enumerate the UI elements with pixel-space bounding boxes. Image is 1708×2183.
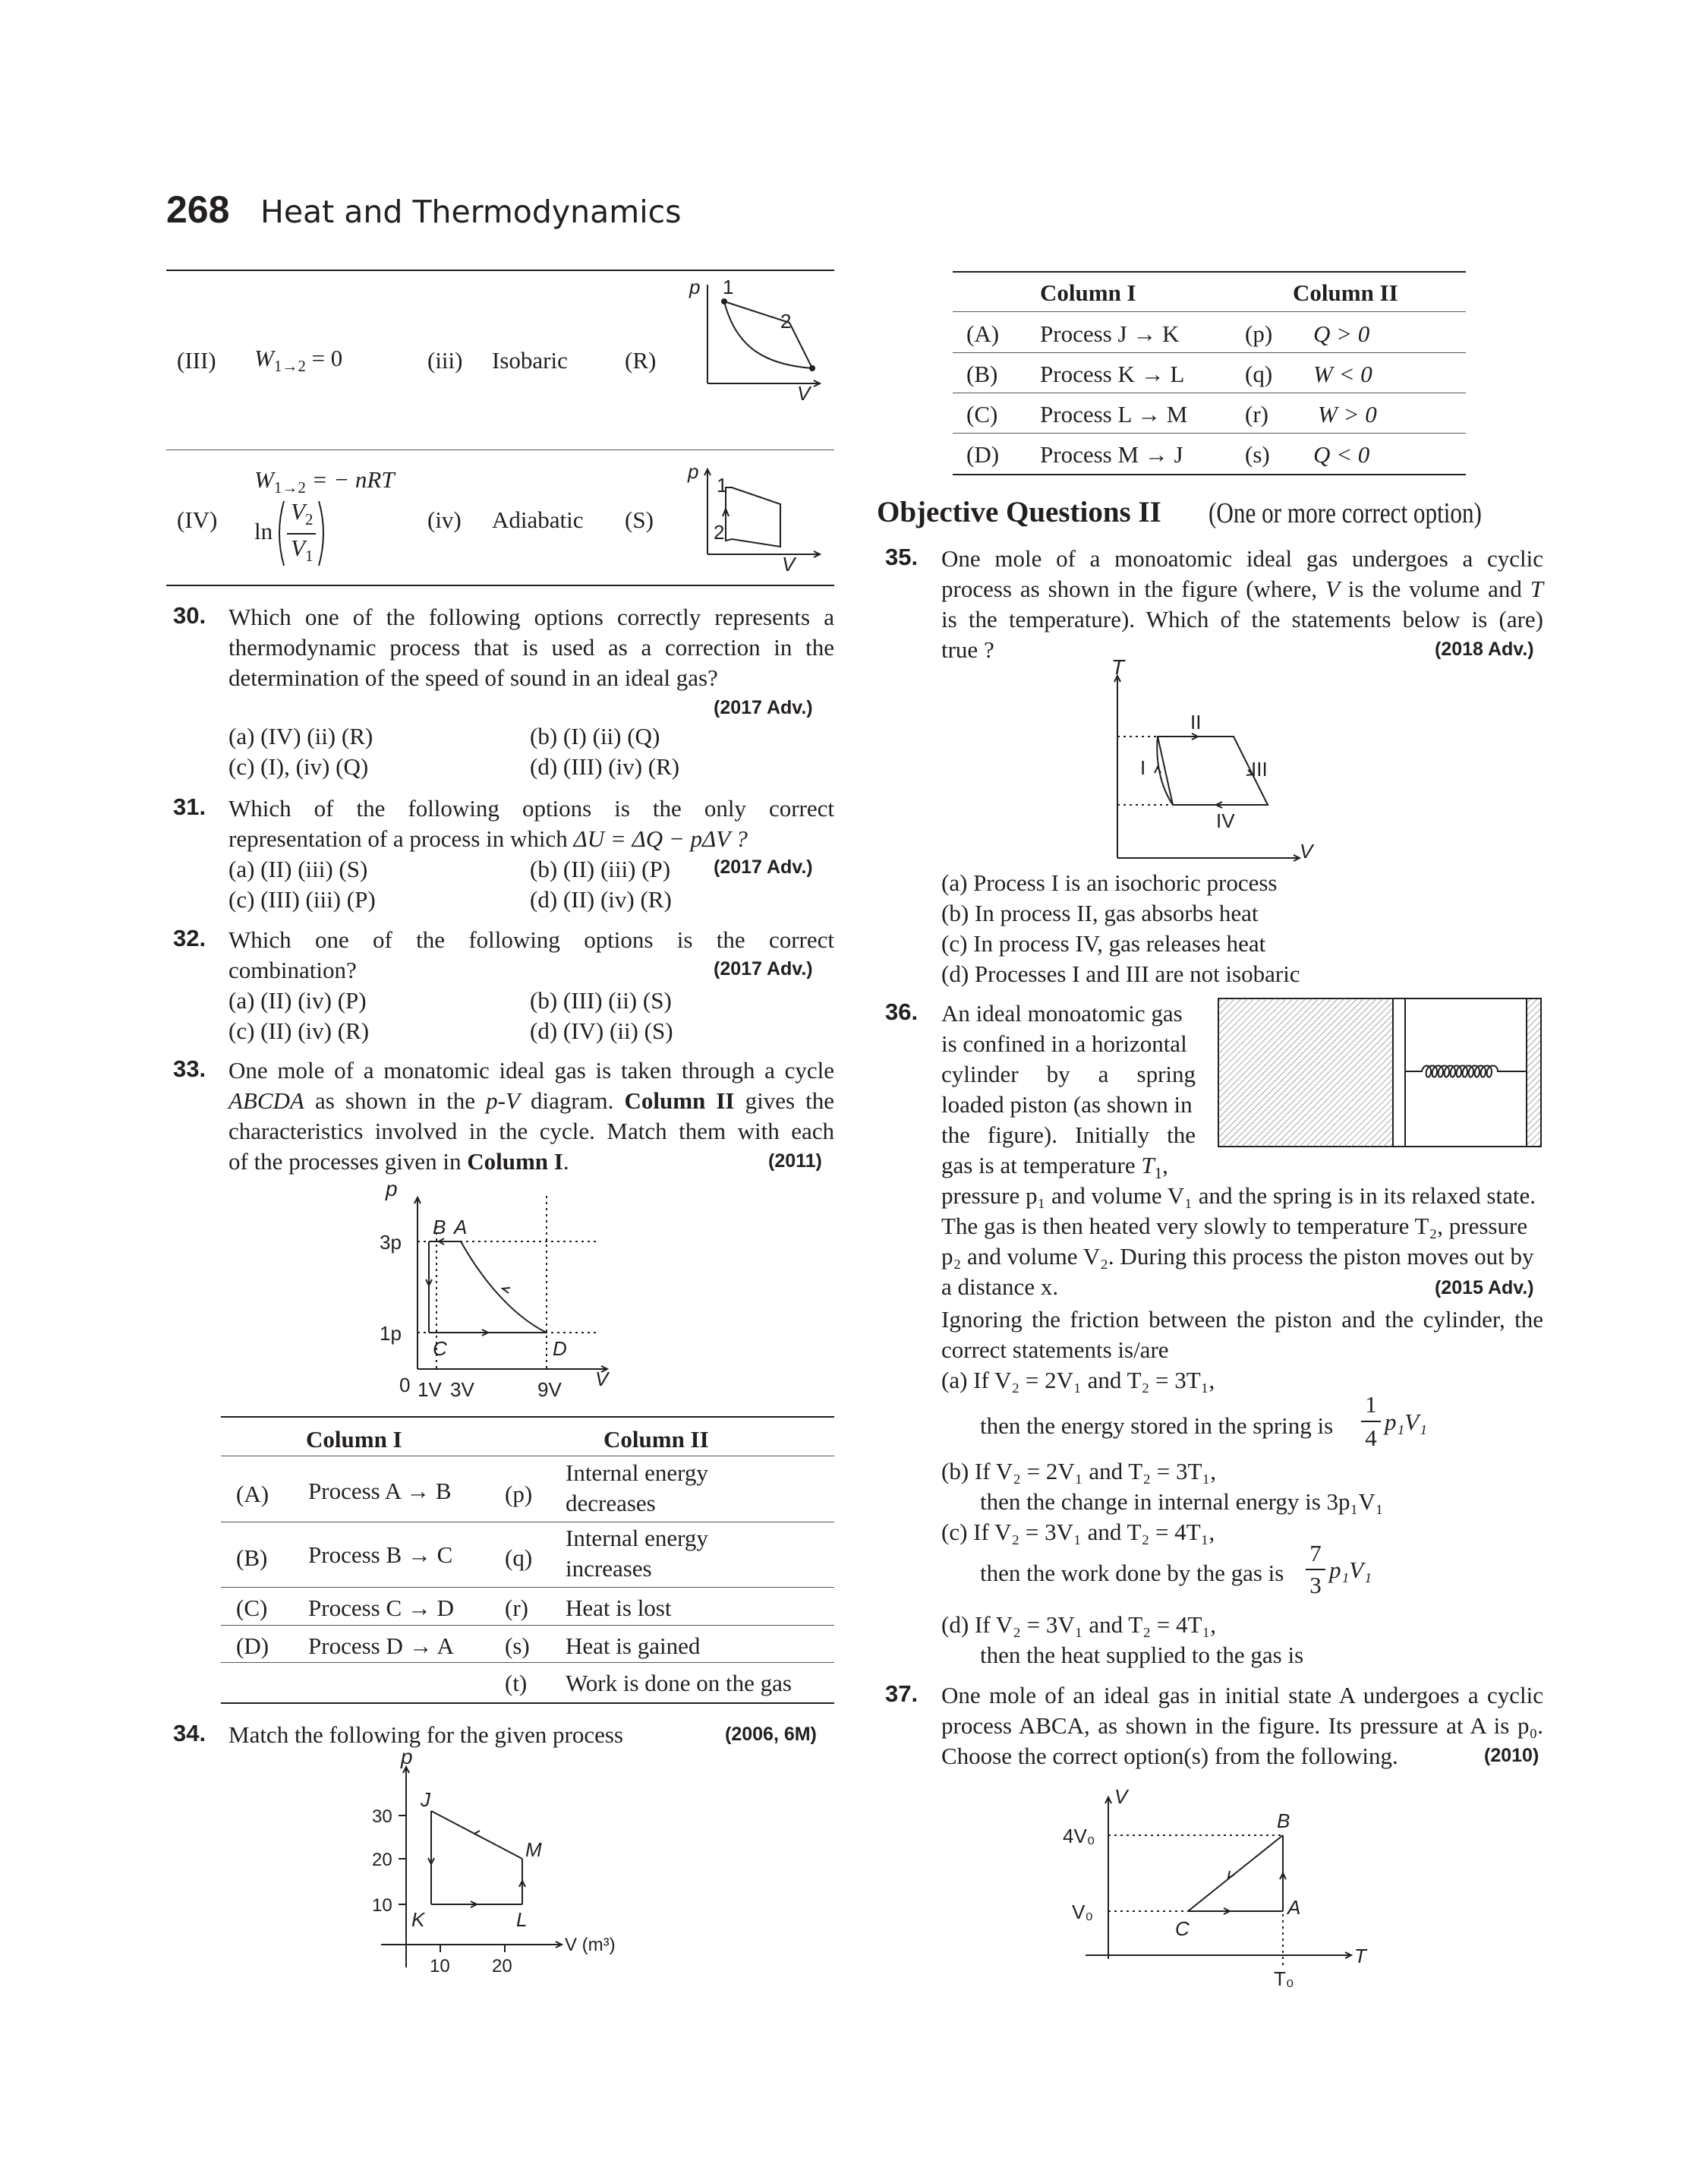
- q37-year: (2010): [1484, 1745, 1539, 1766]
- table-top-rule: [166, 270, 834, 271]
- q34-text: Match the following for the given process: [228, 1721, 623, 1748]
- q34-table-top-rule: [953, 271, 1466, 273]
- q35-line3: is the temperature). Which of the statements below is (are): [941, 606, 1543, 633]
- q30-option-a[interactable]: (a) (IV) (ii) (R): [228, 723, 373, 749]
- q36-number: 36.: [885, 998, 919, 1025]
- axis-label-v: V (m³): [565, 1935, 616, 1955]
- q33-row-c-symbol: (r): [505, 1595, 528, 1621]
- point-j: J: [421, 1788, 430, 1811]
- q32-year: (2017 Adv.): [714, 958, 813, 980]
- axis-label-p: p: [689, 276, 701, 298]
- q36-option-a-line2: then the energy stored in the spring is: [980, 1412, 1334, 1439]
- tick-30: 30: [372, 1806, 392, 1827]
- q34-table-bottom-rule: [953, 474, 1466, 475]
- q35-tv-diagram: [1101, 655, 1313, 873]
- q32-line1: Which one of the following options is the correct: [228, 926, 834, 953]
- table-bottom-rule: [166, 585, 834, 586]
- point-b: B: [1277, 1809, 1290, 1832]
- q33-year: (2011): [768, 1150, 822, 1172]
- row4-process: Adiabatic: [492, 506, 584, 533]
- q37-line1: One mole of an ideal gas in initial state A undergoes a cyclic: [941, 1682, 1543, 1708]
- piston: [1393, 998, 1405, 1147]
- fig-row4-pv: [683, 456, 835, 585]
- q37-line2: process ABCA, as shown in the figure. Its pressure at A is p₀.: [941, 1712, 1543, 1739]
- tick-20: 20: [372, 1850, 392, 1870]
- q31-option-a[interactable]: (a) (II) (iii) (S): [228, 856, 368, 882]
- q34-row-b-label: (B): [966, 361, 998, 387]
- q36-line1: An ideal monoatomic gas: [941, 1000, 1183, 1027]
- q36-line4: loaded piston (as shown in: [941, 1091, 1193, 1118]
- q36-line12: correct statements is/are: [941, 1336, 1169, 1363]
- q36-option-a-frac-num: 1: [1365, 1391, 1377, 1418]
- q36-year: (2015 Adv.): [1435, 1277, 1534, 1298]
- process-label-ii: II: [1190, 711, 1202, 733]
- q33-line1: One mole of a monatomic ideal gas is taken through a cycle: [228, 1057, 834, 1084]
- q35-option-a[interactable]: (a) Process I is an isochoric process: [941, 869, 1278, 896]
- q34-row-b-process: Process K → L: [1040, 361, 1185, 387]
- q30-line1: Which one of the following options correctly represents a: [228, 604, 834, 630]
- q33-table-top-rule: [221, 1416, 834, 1418]
- spring: [1405, 1066, 1527, 1077]
- q34-row-d-process: Process M → J: [1040, 441, 1183, 468]
- axis-label-v: V: [1114, 1785, 1128, 1808]
- axis-label-t: T: [1111, 655, 1125, 679]
- q34-row-a-process: Process J → K: [1040, 320, 1180, 347]
- tick-1v: 1V: [418, 1378, 442, 1401]
- row4-small: (iv): [427, 506, 462, 533]
- q33-row-c-process: Process C → D: [308, 1595, 455, 1621]
- q33-row-b-process: Process B → C: [308, 1541, 453, 1568]
- divider: [221, 1662, 834, 1663]
- q36-option-c-frac-num: 7: [1309, 1540, 1322, 1566]
- q34-row-a-symbol: (p): [1245, 320, 1273, 347]
- q36-cylinder-figure: [1217, 997, 1543, 1149]
- q30-option-c[interactable]: (c) (I), (iv) (Q): [228, 753, 369, 780]
- q34-row-d-label: (D): [966, 441, 1000, 468]
- q34-row-a-label: (A): [966, 320, 1000, 347]
- q34-col2-header: Column II: [1293, 279, 1398, 306]
- point-m: M: [525, 1838, 542, 1861]
- q36-option-c-frac-den: 3: [1309, 1572, 1322, 1598]
- state-dot-1: [721, 298, 727, 304]
- q36-line5: the figure). Initially the: [941, 1121, 1196, 1148]
- q36-option-c-tail: p₁V₁: [1329, 1557, 1372, 1583]
- axis-label-t: T: [1354, 1945, 1366, 1967]
- row3-letter: (R): [625, 347, 657, 374]
- row3-small: (iii): [427, 347, 463, 374]
- q30-line2: thermodynamic process that is used as a correction in the: [228, 634, 834, 661]
- point-a: A: [454, 1216, 468, 1238]
- q36-option-b-line1[interactable]: (b) If V₂ = 2V₁ and T₂ = 3T₁,: [941, 1458, 1217, 1484]
- axis-label-v: V: [1300, 840, 1313, 863]
- point-label-2: 2: [780, 310, 792, 333]
- q34-row-b-symbol: (q): [1245, 361, 1273, 387]
- q36-line3: cylinder by a spring: [941, 1061, 1196, 1087]
- q36-line11: Ignoring the friction between the piston and the cylinder, the: [941, 1306, 1543, 1333]
- q31-year: (2017 Adv.): [714, 856, 813, 878]
- q35-option-d[interactable]: (d) Processes I and III are not isobaric: [941, 961, 1300, 987]
- section-subtitle: (One or more correct option): [1209, 497, 1482, 529]
- q34-row-c-label: (C): [966, 401, 998, 427]
- q35-option-c[interactable]: (c) In process IV, gas releases heat: [941, 930, 1266, 957]
- q33-row-b-char1: Internal energy: [566, 1525, 708, 1551]
- q33-row-b-symbol: (q): [505, 1544, 533, 1571]
- q33-row-c-char: Heat is lost: [566, 1595, 672, 1621]
- point-c: C: [433, 1337, 447, 1360]
- q30-option-b[interactable]: (b) (I) (ii) (Q): [530, 723, 660, 749]
- q36-option-d-line1[interactable]: (d) If V₂ = 3V₁ and T₂ = 4T₁,: [941, 1611, 1217, 1638]
- q30-option-d[interactable]: (d) (III) (iv) (R): [530, 753, 680, 780]
- q36-line6: gas is at temperature $T_1$,: [941, 1152, 1168, 1182]
- axis-label-v: V: [782, 553, 796, 576]
- page-title: Heat and Thermodynamics: [260, 194, 682, 230]
- q32-option-a[interactable]: (a) (II) (iv) (P): [228, 987, 367, 1014]
- q33-row-b-char2: increases: [566, 1555, 652, 1582]
- q35-option-b[interactable]: (b) In process II, gas absorbs heat: [941, 900, 1259, 926]
- q32-number: 32.: [173, 925, 206, 951]
- q33-row-a-char2: decreases: [566, 1490, 656, 1516]
- point-l: L: [516, 1908, 528, 1931]
- tick-9v: 9V: [537, 1378, 562, 1401]
- tick-3v: 3V: [450, 1378, 474, 1401]
- divider: [221, 1587, 834, 1588]
- axis-label-v: V: [797, 382, 811, 405]
- q33-line2: ABCDA as shown in the p-V diagram. Column II gives the: [228, 1087, 835, 1114]
- row3-expr: $W_{1\to 2} = 0$: [254, 345, 343, 375]
- q33-row-d-process: Process D → A: [308, 1633, 455, 1659]
- section-title: Objective Questions II: [877, 496, 1161, 528]
- q30-line3: determination of the speed of sound in an ideal gas?: [228, 664, 718, 691]
- q34-row-c-process: Process L → M: [1040, 401, 1188, 427]
- q36-line7: pressure p₁ and volume V₁ and the spring is in its relaxed state.: [941, 1182, 1536, 1209]
- tick-10: 10: [372, 1895, 392, 1916]
- q33-row-c-label: (C): [236, 1595, 268, 1621]
- row4-letter: (S): [625, 506, 654, 533]
- wall: [1527, 998, 1541, 1147]
- q35-line2: process as shown in the figure (where, V is the volume and T: [941, 576, 1543, 602]
- q31-line2: representation of a process in which ΔU = ΔQ − pΔV ?: [228, 825, 748, 852]
- process-label-i: I: [1140, 756, 1146, 779]
- q33-pv-diagram: [364, 1177, 622, 1401]
- divider: [953, 433, 1466, 434]
- gas-region: [1218, 998, 1393, 1147]
- q32-line2: combination?: [228, 957, 357, 983]
- q31-option-b[interactable]: (b) (II) (iii) (P): [530, 856, 671, 882]
- q36-option-a-frac-bar: [1361, 1421, 1381, 1422]
- q36-option-a-line1[interactable]: (a) If V₂ = 2V₁ and T₂ = 3T₁,: [941, 1367, 1215, 1393]
- q34-row-a-cond: Q > 0: [1313, 320, 1370, 347]
- q34-year: (2006, 6M): [725, 1724, 817, 1745]
- point-label-2: 2: [714, 521, 725, 544]
- state-dot-2: [809, 365, 815, 371]
- q33-row-t-char: Work is done on the gas: [566, 1670, 792, 1696]
- q36-option-a-frac-den: 4: [1365, 1424, 1377, 1451]
- q36-line9: p₂ and volume V₂. During this process the piston moves out by: [941, 1243, 1534, 1270]
- point-c: C: [1175, 1917, 1190, 1940]
- q36-option-b-line2: then the change in internal energy is 3p₁V₁: [980, 1488, 1384, 1515]
- q36-option-c-line2: then the work done by the gas is: [980, 1560, 1284, 1586]
- q31-line1: Which of the following options is the only correct: [228, 795, 834, 822]
- q33-row-d-symbol: (s): [505, 1633, 530, 1659]
- divider: [953, 352, 1466, 353]
- q31-option-c[interactable]: (c) (III) (iii) (P): [228, 886, 376, 913]
- q36-option-a-tail: p₁V₁: [1385, 1409, 1427, 1435]
- q32-option-b[interactable]: (b) (III) (ii) (S): [530, 987, 672, 1014]
- process-label-iv: IV: [1216, 809, 1235, 832]
- q33-line4: of the processes given in Column I.: [228, 1148, 569, 1175]
- q33-row-d-label: (D): [236, 1633, 269, 1659]
- q33-col1-header: Column I: [306, 1426, 402, 1453]
- q37-vt-diagram: [1055, 1781, 1374, 1993]
- q32-option-c[interactable]: (c) (II) (iv) (R): [228, 1017, 370, 1044]
- q33-row-a-process: Process A → B: [308, 1478, 452, 1504]
- q34-pv-diagram: [364, 1745, 638, 1978]
- q35-number: 35.: [885, 544, 919, 570]
- process-label-iii: III: [1251, 758, 1268, 781]
- tick-v0: V₀: [1072, 1901, 1094, 1923]
- row4-numerator: $V_2$: [291, 498, 314, 528]
- q33-row-t-symbol: (t): [505, 1670, 528, 1696]
- q33-line3: characteristics involved in the cycle. Match them with each: [228, 1118, 834, 1144]
- q35-line1: One mole of a monoatomic ideal gas undergoes a cyclic: [941, 545, 1543, 572]
- point-a: A: [1287, 1896, 1301, 1919]
- q34-number: 34.: [173, 1720, 206, 1746]
- point-k: K: [411, 1908, 425, 1931]
- q33-row-d-char: Heat is gained: [566, 1633, 701, 1659]
- point-label-1: 1: [723, 276, 734, 298]
- q31-option-d[interactable]: (d) (II) (iv) (R): [530, 886, 672, 913]
- tick-4v0: 4V₀: [1063, 1825, 1095, 1847]
- q33-col2-header: Column II: [603, 1426, 709, 1453]
- q34-row-d-symbol: (s): [1245, 441, 1270, 468]
- q35-line4: true ?: [941, 636, 994, 663]
- q33-number: 33.: [173, 1055, 206, 1082]
- fig-row3-pv: [683, 276, 835, 405]
- q33-row-a-symbol: (p): [505, 1481, 533, 1507]
- q33-row-a-label: (A): [236, 1481, 269, 1507]
- tick-x20: 20: [492, 1956, 512, 1976]
- row4-log: ln: [254, 518, 273, 544]
- q34-col1-header: Column I: [1040, 279, 1136, 306]
- q37-line3: Choose the correct option(s) from the following.: [941, 1743, 1398, 1769]
- row3-process: Isobaric: [492, 347, 568, 374]
- q30-year: (2017 Adv.): [714, 697, 813, 718]
- row3-roman: (III): [177, 347, 216, 374]
- q34-row-d-cond: Q < 0: [1313, 441, 1370, 468]
- page-number: 268: [166, 188, 230, 231]
- axis-label-p: p: [401, 1745, 413, 1768]
- q37-number: 37.: [885, 1680, 919, 1707]
- q33-row-a-char1: Internal energy: [566, 1459, 708, 1486]
- axis-label-p: p: [386, 1177, 398, 1200]
- row4-expr: $W_{1\to 2}$ = − nRT: [254, 466, 395, 497]
- q33-table-bottom-rule: [221, 1702, 834, 1704]
- axis-label-v: V: [595, 1368, 609, 1390]
- q32-option-d[interactable]: (d) (IV) (ii) (S): [530, 1017, 673, 1044]
- q36-option-c-line1[interactable]: (c) If V₂ = 3V₁ and T₂ = 4T₁,: [941, 1519, 1215, 1545]
- tick-3p: 3p: [380, 1231, 402, 1254]
- tick-1p: 1p: [380, 1322, 402, 1345]
- q34-row-c-symbol: (r): [1245, 401, 1268, 427]
- q36-line10: a distance x.: [941, 1273, 1059, 1300]
- point-b: B: [433, 1216, 446, 1238]
- point-d: D: [553, 1337, 567, 1360]
- q31-number: 31.: [173, 793, 206, 820]
- q33-row-b-label: (B): [236, 1544, 268, 1571]
- row4-denominator: $V_1$: [291, 535, 314, 565]
- point-label-1: 1: [717, 474, 728, 497]
- tick-x10: 10: [430, 1956, 450, 1976]
- row4-roman: (IV): [177, 506, 218, 533]
- axis-label-p: p: [688, 460, 699, 483]
- q34-row-b-cond: W < 0: [1313, 361, 1372, 387]
- q35-year: (2018 Adv.): [1435, 639, 1534, 660]
- q36-line8: The gas is then heated very slowly to temperature T₂, pressure: [941, 1213, 1528, 1239]
- divider: [953, 311, 1466, 312]
- q30-number: 30.: [173, 602, 206, 629]
- q36-option-d-line2: then the heat supplied to the gas is: [980, 1642, 1304, 1668]
- q36-line2: is confined in a horizontal: [941, 1030, 1187, 1057]
- tick-t0: T₀: [1274, 1967, 1294, 1990]
- q34-row-c-cond: W > 0: [1318, 401, 1377, 427]
- divider: [221, 1625, 834, 1626]
- origin-0: 0: [399, 1374, 411, 1396]
